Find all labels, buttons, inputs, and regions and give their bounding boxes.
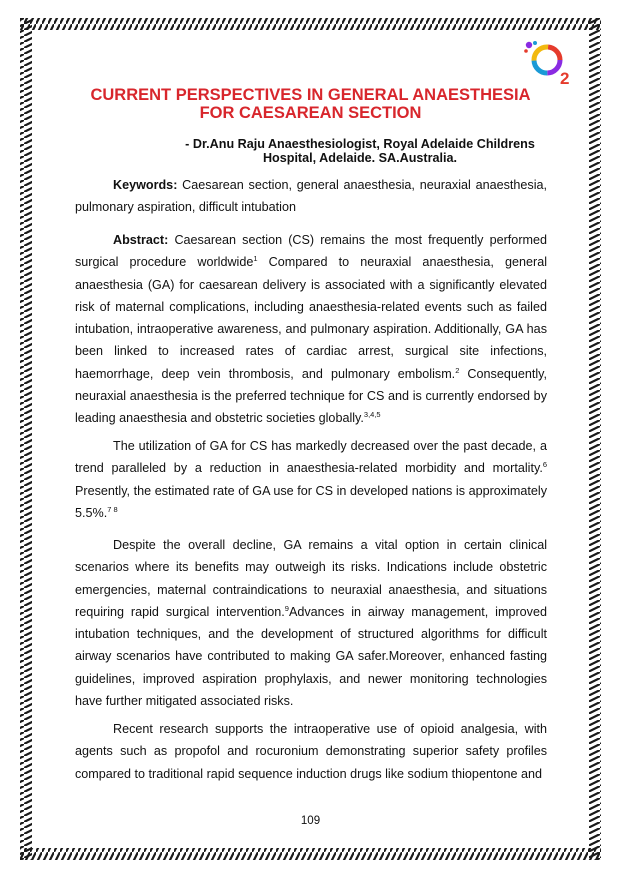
svg-text:2: 2 (560, 69, 570, 88)
body-paragraph-4 (75, 718, 547, 785)
keywords-text: Caesarean section, general anaesthesia, neuraxial anaesthesia, pulmonary aspiration, difficult intubation (75, 178, 547, 215)
abstract-text-1: Caesarean section (CS) remains the most frequently performed surgical procedure worldwide (75, 233, 548, 270)
citation-ref: 3,4,5 (363, 410, 381, 420)
title-line-1: CURRENT PERSPECTIVES IN GENERAL ANAESTHESIA (90, 86, 531, 104)
abstract-label: Abstract: (113, 233, 169, 247)
para2-text-2: Presently, the estimated rate of GA use for CS in developed nations is approximately 5.5%. (75, 483, 547, 520)
citation-ref: 6 (542, 460, 547, 470)
body-paragraph-3 (75, 534, 547, 712)
page-number: 109 (300, 815, 321, 827)
paper-title (60, 86, 561, 122)
abstract-paragraph (75, 229, 547, 430)
title-line-2: FOR CAESAREAN SECTION (199, 104, 422, 122)
author-line-2: Hospital, Adelaide. SA.Australia. (262, 151, 458, 165)
para4-text-1: Recent research supports the intraoperative use of opioid analgesia, with agents such as propofol and rocuronium demonstrating superior safety profiles compared to traditional rapid sequence induction drugs like sodium thiopentone and (75, 722, 547, 781)
citation-ref: 9 (284, 603, 289, 613)
o2-logo-icon (521, 38, 579, 88)
citation-ref: 2 (455, 365, 460, 375)
keywords-paragraph (75, 174, 547, 219)
body-paragraph-2 (75, 435, 547, 524)
para2-text-1: The utilization of GA for CS has markedly decreased over the past decade, a trend paralleled by a reduction in anaesthesia-related morbidity and mortality. (75, 439, 547, 476)
keywords-label: Keywords: (113, 178, 178, 192)
citation-ref: 1 (253, 254, 258, 264)
author-affiliation (160, 137, 560, 165)
para3-text-1: Despite the overall decline, GA remains a vital option in certain clinical scenarios where its benefits may outweigh its risks. Indications include obstetric emergencies, maternal contraindications to neuraxial anaesthesia, and situations requiring rapid surgical intervention. (75, 538, 547, 619)
citation-ref: 7 8 (107, 504, 118, 514)
para3-text-2: Advances in airway management, improved intubation techniques, and the development of structured algorithms for difficult airway scenarios have contributed to making GA safer.Moreover, enhanced fasting guidelines, improved aspiration prophylaxis, and newer monitoring technologies have further mitigated associated risks. (75, 604, 547, 709)
abstract-text-2: Compared to neuraxial anaesthesia, general anaesthesia (GA) for caesarean delivery is associated with a significantly elevated risk of maternal complications, including anaesthesia-related events such as failed intubation, intraoperative awareness, and pulmonary aspiration. Additionally, GA has been linked to increased rates of cardiac arrest, surgical site infections, haemorrhage, deep vein thrombosis, and pulmonary embolism. (75, 255, 547, 381)
author-line-1: - Dr.Anu Raju Anaesthesiologist, Royal Adelaide Childrens (185, 137, 535, 151)
abstract-text-3: Consequently, neuraxial anaesthesia is the preferred technique for CS and is currently endorsed by leading anaesthesia and obstetric societies globally. (75, 366, 547, 426)
